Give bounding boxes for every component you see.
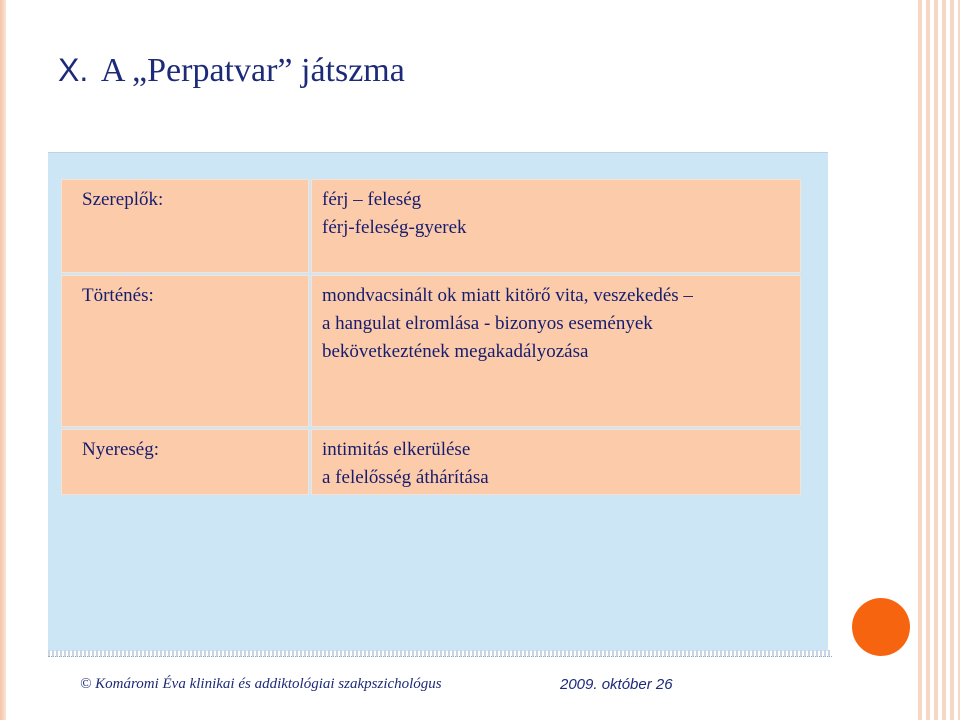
row-content: [312, 180, 800, 272]
content-line: férj-feleség-gyerek: [322, 217, 467, 238]
content-line: a felelősség áthárítása: [322, 467, 489, 488]
footer-author: © Komáromi Éva klinikai és addiktológiai szakpszichológus: [80, 676, 442, 692]
row-label: Szereplők:: [62, 180, 308, 272]
slide-title-text: A „Perpatvar” játszma: [100, 52, 405, 89]
table-row-szereplok: [62, 180, 800, 272]
content-line: bekövetkeztének megakadályozása: [322, 341, 589, 362]
row-content: [312, 430, 800, 494]
table-row-tortenes: [62, 276, 800, 426]
right-decorative-stripes: [914, 0, 960, 720]
slide-number: X.: [58, 52, 89, 88]
content-line: a hangulat elromlása - bizonyos események: [322, 313, 653, 334]
orange-circle-decoration: [852, 598, 910, 656]
content-line: férj – feleség: [322, 189, 422, 210]
row-label: Nyereség:: [62, 430, 308, 494]
slide-title: [58, 52, 405, 90]
table-row-nyereseg: [62, 430, 800, 494]
footer-date: 2009. október 26: [560, 676, 673, 693]
content-line: intimitás elkerülése: [322, 439, 471, 460]
content-line: mondvacsinált ok miatt kitörő vita, veszekedés –: [322, 285, 693, 306]
row-content: [312, 276, 800, 426]
left-decorative-stripe: [0, 0, 6, 720]
row-label: Történés:: [62, 276, 308, 426]
dotted-divider: [48, 650, 832, 657]
